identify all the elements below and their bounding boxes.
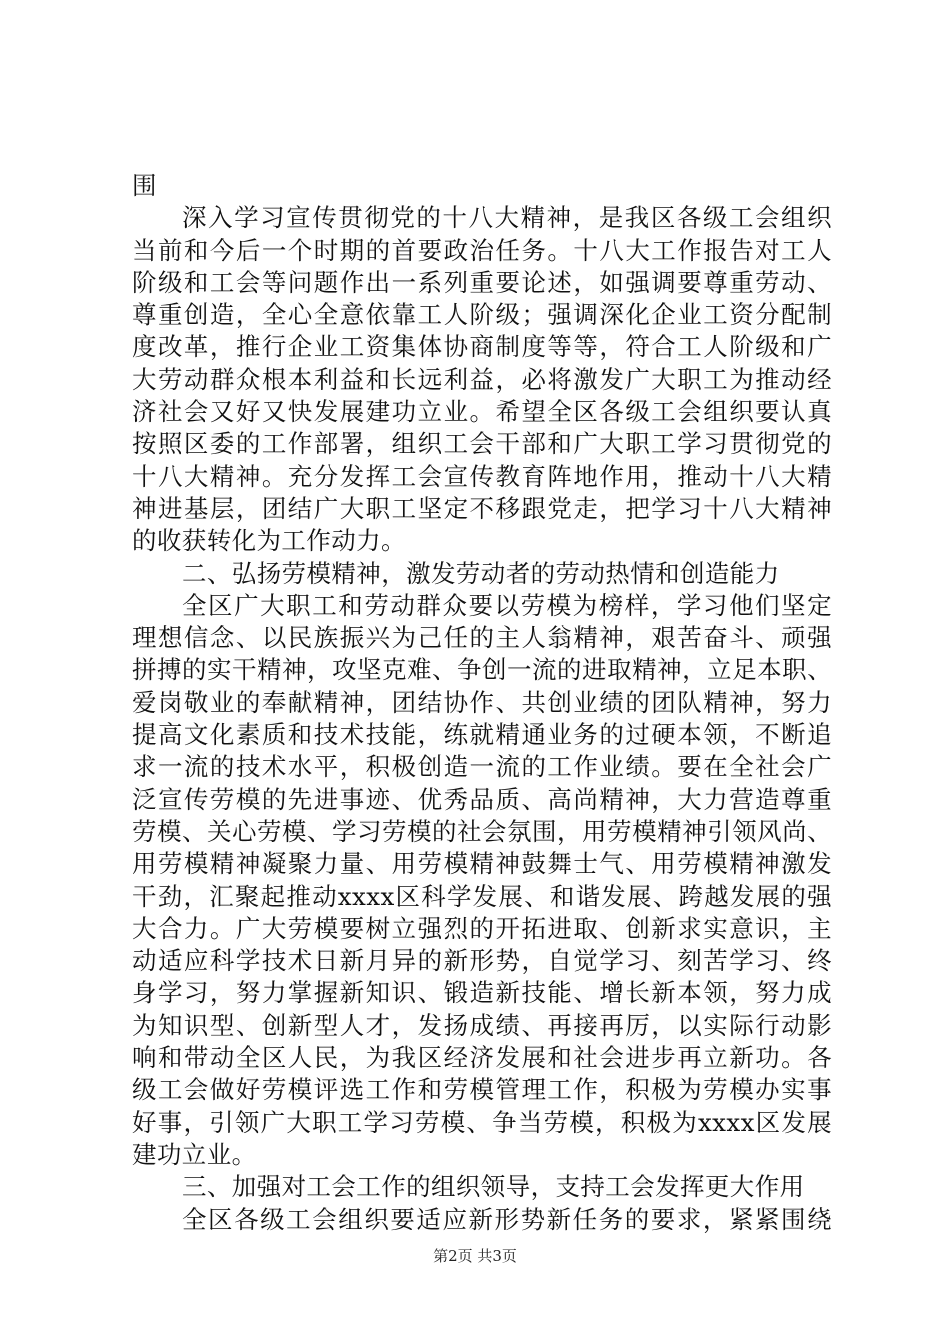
text-line: 好事，引领广大职工学习劳模、争当劳模，积极为xxxx区发展 — [132, 1107, 832, 1137]
text-line: 响和带动全区人民，为我区经济发展和社会进步再立新功。各 — [132, 1043, 832, 1073]
text-line: 济社会又好又快发展建功立业。希望全区各级工会组织要认真 — [132, 397, 832, 427]
text-line: 干劲，汇聚起推动xxxx区科学发展、和谐发展、跨越发展的强 — [132, 881, 832, 911]
paragraph-start-line: 全区各级工会组织要适应新形势新任务的要求，紧紧围绕 — [182, 1204, 832, 1234]
text-line: 为知识型、创新型人才，发扬成绩、再接再厉，以实际行动影 — [132, 1010, 832, 1040]
section-heading: 三、加强对工会工作的组织领导，支持工会发挥更大作用 — [182, 1172, 805, 1202]
text-line: 大劳动群众根本利益和长远利益，必将激发广大职工为推动经 — [132, 364, 832, 394]
text-line: 提高文化素质和技术技能，练就精通业务的过硬本领，不断追 — [132, 720, 832, 750]
text-line: 泛宣传劳模的先进事迹、优秀品质、高尚精神，大力营造尊重 — [132, 784, 832, 814]
text-line: 身学习，努力掌握新知识、锻造新技能、增长新本领，努力成 — [132, 978, 832, 1008]
section-heading: 二、弘扬劳模精神，激发劳动者的劳动热情和创造能力 — [182, 558, 780, 588]
paragraph-start-line: 深入学习宣传贯彻党的十八大精神，是我区各级工会组织 — [182, 203, 832, 233]
text-line: 的收获转化为工作动力。 — [132, 526, 406, 556]
text-line: 当前和今后一个时期的首要政治任务。十八大工作报告对工人 — [132, 235, 832, 265]
text-line: 建功立业。 — [132, 1139, 257, 1169]
text-line: 劳模、关心劳模、学习劳模的社会氛围，用劳模精神引领风尚、 — [132, 816, 832, 846]
text-line: 求一流的技术水平，积极创造一流的工作业绩。要在全社会广 — [132, 752, 832, 782]
text-line: 爱岗敬业的奉献精神，团结协作、共创业绩的团队精神，努力 — [132, 687, 832, 717]
text-line: 阶级和工会等问题作出一系列重要论述，如强调要尊重劳动、 — [132, 267, 832, 297]
text-line: 理想信念、以民族振兴为己任的主人翁精神，艰苦奋斗、顽强 — [132, 623, 832, 653]
text-line: 动适应科学技术日新月异的新形势，自觉学习、刻苦学习、终 — [132, 946, 832, 976]
text-line: 级工会做好劳模评选工作和劳模管理工作，积极为劳模办实事 — [132, 1075, 832, 1105]
text-line: 拼搏的实干精神，攻坚克难、争创一流的进取精神，立足本职、 — [132, 655, 832, 685]
text-line: 用劳模精神凝聚力量、用劳模精神鼓舞士气、用劳模精神激发 — [132, 849, 832, 879]
document-body — [132, 170, 832, 1236]
paragraph-start-line: 全区广大职工和劳动群众要以劳模为榜样，学习他们坚定 — [182, 590, 832, 620]
text-line: 神进基层，团结广大职工坚定不移跟党走，把学习十八大精神 — [132, 493, 832, 523]
text-line: 尊重创造，全心全意依靠工人阶级；强调深化企业工资分配制 — [132, 300, 832, 330]
text-line: 大合力。广大劳模要树立强烈的开拓进取、创新求实意识，主 — [132, 913, 832, 943]
text-line: 度改革，推行企业工资集体协商制度等等，符合工人阶级和广 — [132, 332, 832, 362]
text-line: 十八大精神。充分发挥工会宣传教育阵地作用，推动十八大精 — [132, 461, 832, 491]
page-number-footer: 第2页 共3页 — [433, 1247, 517, 1265]
text-line: 围 — [132, 171, 157, 200]
text-line: 按照区委的工作部署，组织工会干部和广大职工学习贯彻党的 — [132, 429, 832, 459]
